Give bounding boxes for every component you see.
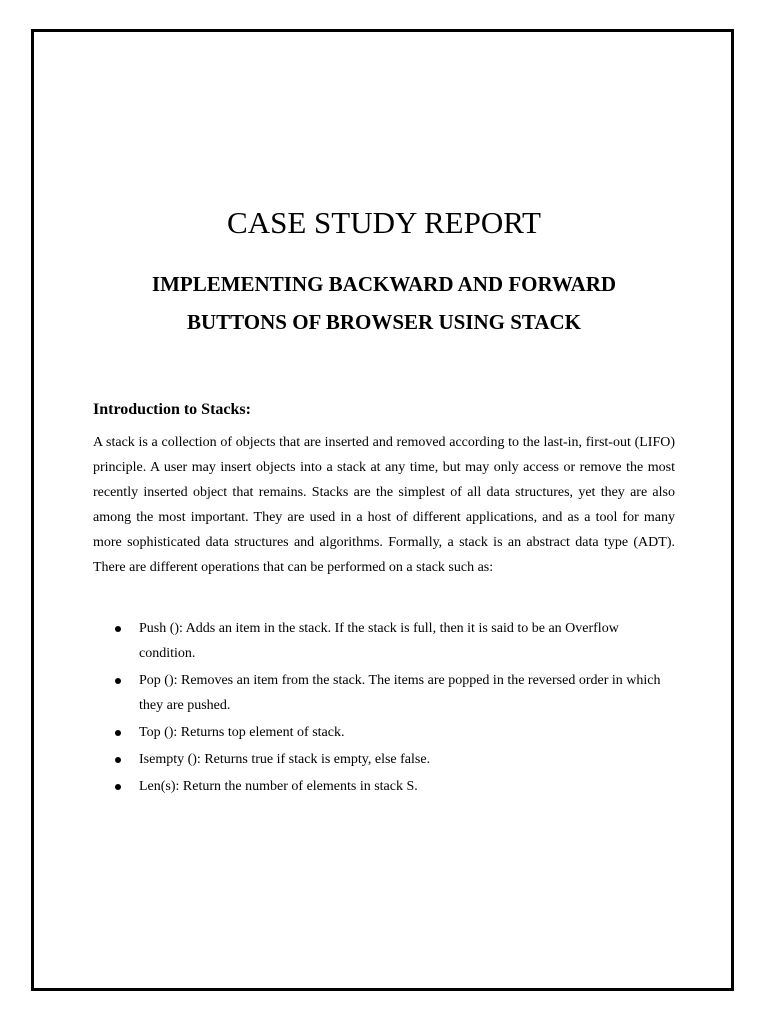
bullet-icon [115, 757, 121, 763]
subtitle-line-1: IMPLEMENTING BACKWARD AND FORWARD [151, 272, 617, 296]
report-subtitle [0, 265, 768, 341]
list-item-text: Pop (): Removes an item from the stack. The items are popped in the reversed order in which they are pushed. [139, 673, 661, 713]
operations-list [93, 616, 675, 801]
list-item-text: Push (): Adds an item in the stack. If the stack is full, then it is said to be an Overflow condition. [139, 621, 619, 661]
report-title: CASE STUDY REPORT [227, 205, 541, 240]
list-item-text: Isempty (): Returns true if stack is empty, else false. [139, 752, 431, 767]
list-item-text: Len(s): Return the number of elements in stack S. [139, 779, 418, 794]
bullet-icon [115, 730, 121, 736]
subtitle-line-2: BUTTONS OF BROWSER USING STACK [186, 310, 582, 334]
list-item [93, 747, 675, 772]
bullet-icon [115, 784, 121, 790]
section-heading: Introduction to Stacks: [93, 401, 251, 418]
bullet-icon [115, 678, 121, 684]
list-item [93, 668, 675, 718]
intro-paragraph: A stack is a collection of objects that are inserted and removed according to the last-in, first-out (LIFO) principle. A user may insert objects into a stack at any time, but may only access or remove the most recently inserted object that remains. Stacks are the simplest of all data structures, yet they are also among the most important. They are used in a host of different applications, and as a tool for many more sophisticated data structures and algorithms. Formally, a stack is an abstract data type (ADT). There are different operations that can be performed on a stack such as: [93, 435, 675, 575]
list-item [93, 774, 675, 799]
list-item [93, 616, 675, 666]
list-item [93, 720, 675, 745]
list-item-text: Top (): Returns top element of stack. [139, 725, 345, 740]
bullet-icon [115, 626, 121, 632]
